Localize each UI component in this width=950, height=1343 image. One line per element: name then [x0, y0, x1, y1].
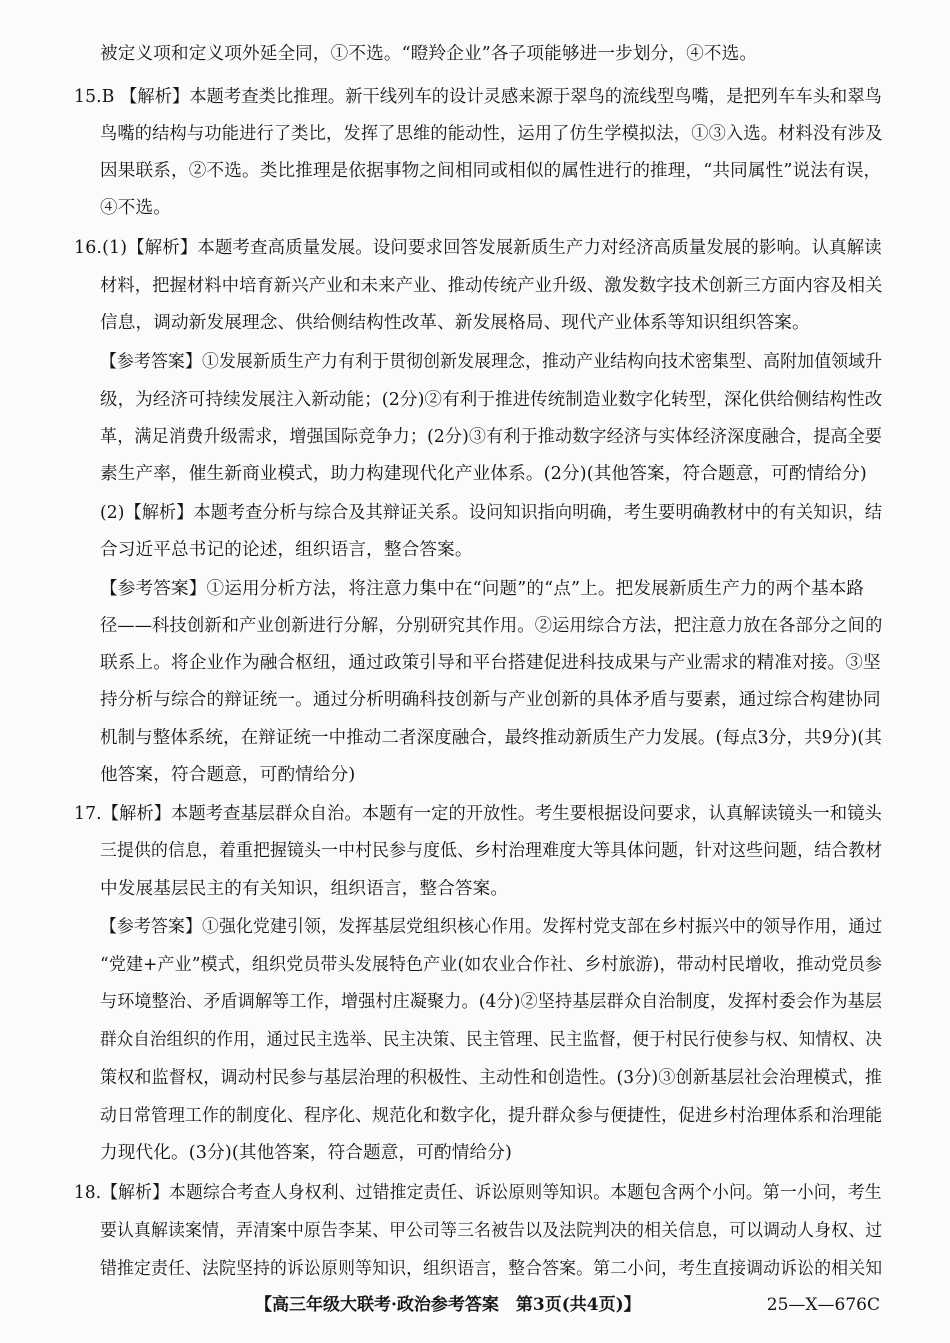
text-line: 16.(1)【解析】本题考查高质量发展。设问要求回答发展新质生产力对经济高质量发展的影响。认真解读: [74, 238, 882, 258]
text-line: 因果联系，②不选。类比推理是依据事物之间相同或相似的属性进行的推理，“共同属性”说法有误，: [100, 161, 882, 181]
text-line: 【参考答案】①强化党建引领，发挥基层党组织核心作用。发挥村党支部在乡村振兴中的领导作用，通过: [100, 917, 883, 937]
text-line: 革，满足消费升级需求，增强国际竞争力；(2分)③有利于推动数字经济与实体经济深度融合，提高全要: [100, 427, 883, 447]
text-line: 群众自治组织的作用，通过民主选举、民主决策、民主管理、民主监督，便于村民行使参与权、知情权、决: [100, 1030, 882, 1050]
text-line: 中发展基层民主的有关知识，组织语言，整合答案。: [100, 879, 509, 899]
text-line: 合习近平总书记的论述，组织语言，整合答案。: [100, 540, 473, 560]
text-line: 策权和监督权，调动村民参与基层治理的积极性、主动性和创造性。(3分)③创新基层社会治理模式，推: [100, 1068, 883, 1088]
text-line: 持分析与综合的辩证统一。通过分析明确科技创新与产业创新的具体矛盾与要素，通过综合构建协同: [100, 690, 881, 710]
text-line: 级，为经济可持续发展注入新动能；(2分)②有利于推进传统制造业数字化转型，深化供给侧结构性改: [100, 390, 883, 410]
text-line: 动日常管理工作的制度化、程序化、规范化和数字化，提升群众参与便捷性，促进乡村治理体系和治理能: [100, 1106, 883, 1126]
text-line: 素生产率，催生新商业模式，助力构建现代化产业体系。(2分)(其他答案，符合题意，可酌情给分): [100, 464, 867, 484]
text-line: 力现代化。(3分)(其他答案，符合题意，可酌情给分): [100, 1143, 513, 1163]
text-line: 要认真解读案情，弄清案中原告李某、甲公司等三名被告以及法院判决的相关信息，可以调动人身权、过: [100, 1221, 883, 1241]
text-line: 联系上。将企业作为融合枢纽，通过政策引导和平台搭建促进科技成果与产业需求的精准对接。③坚: [100, 653, 881, 673]
document-code: 25—X—676C: [766, 1295, 880, 1315]
text-line: “党建+产业”模式，组织党员带头发展特色产业(如农业合作社、乡村旅游)，带动村民增收，推动党员参: [100, 955, 883, 975]
text-line: 18.【解析】本题综合考查人身权利、过错推定责任、诉讼原则等知识。本题包含两个小问。第一小问，考生: [74, 1183, 882, 1203]
text-line: (2)【解析】本题考查分析与综合及其辩证关系。设问知识指向明确，考生要明确教材中的有关知识，结: [100, 503, 883, 523]
text-line: 【参考答案】①运用分析方法，将注意力集中在“问题”的“点”上。把发展新质生产力的两个基本路: [100, 579, 865, 599]
text-line: 信息，调动新发展理念、供给侧结构性改革、新发展格局、现代产业体系等知识组织答案。: [100, 313, 810, 333]
text-line: 被定义项和定义项外延全同，①不选。“瞪羚企业”各子项能够进一步划分，④不选。: [100, 44, 758, 64]
text-line: 机制与整体系统，在辩证统一中推动二者深度融合，最终推动新质生产力发展。(每点3分，共9分)(其: [100, 728, 882, 748]
text-line: 他答案，符合题意，可酌情给分): [100, 765, 356, 785]
page-footer-title: 【高三年级大联考·政治参考答案 第3页(共4页)】: [255, 1295, 641, 1315]
text-line: 三提供的信息，着重把握镜头一中村民参与度低、乡村治理难度大等具体问题，针对这些问题，结合教材: [100, 841, 883, 861]
text-line: 材料，把握材料中培育新兴产业和未来产业、推动传统产业升级、激发数字技术创新三方面内容及相关: [100, 276, 883, 296]
text-line: 径——科技创新和产业创新进行分解，分别研究其作用。②运用综合方法，把注意力放在各部分之间的: [100, 616, 883, 636]
text-line: 错推定责任、法院坚持的诉讼原则等知识，组织语言，整合答案。第二小问，考生直接调动诉讼的相关知: [100, 1259, 883, 1279]
text-line: 17.【解析】本题考查基层群众自治。本题有一定的开放性。考生要根据设问要求，认真解读镜头一和镜头: [74, 804, 882, 824]
text-line: 15.B 【解析】本题考查类比推理。新干线列车的设计灵感来源于翠鸟的流线型鸟嘴，是把列车车头和翠鸟: [74, 87, 882, 107]
text-line: ④不选。: [100, 198, 171, 218]
text-line: 鸟嘴的结构与功能进行了类比，发挥了思维的能动性，运用了仿生学模拟法，①③入选。材料没有涉及: [100, 124, 883, 144]
text-line: 【参考答案】①发展新质生产力有利于贯彻创新发展理念，推动产业结构向技术密集型、高附加值领域升: [100, 352, 883, 372]
text-line: 与环境整治、矛盾调解等工作，增强村庄凝聚力。(4分)②坚持基层群众自治制度，发挥村委会作为基层: [100, 992, 883, 1012]
